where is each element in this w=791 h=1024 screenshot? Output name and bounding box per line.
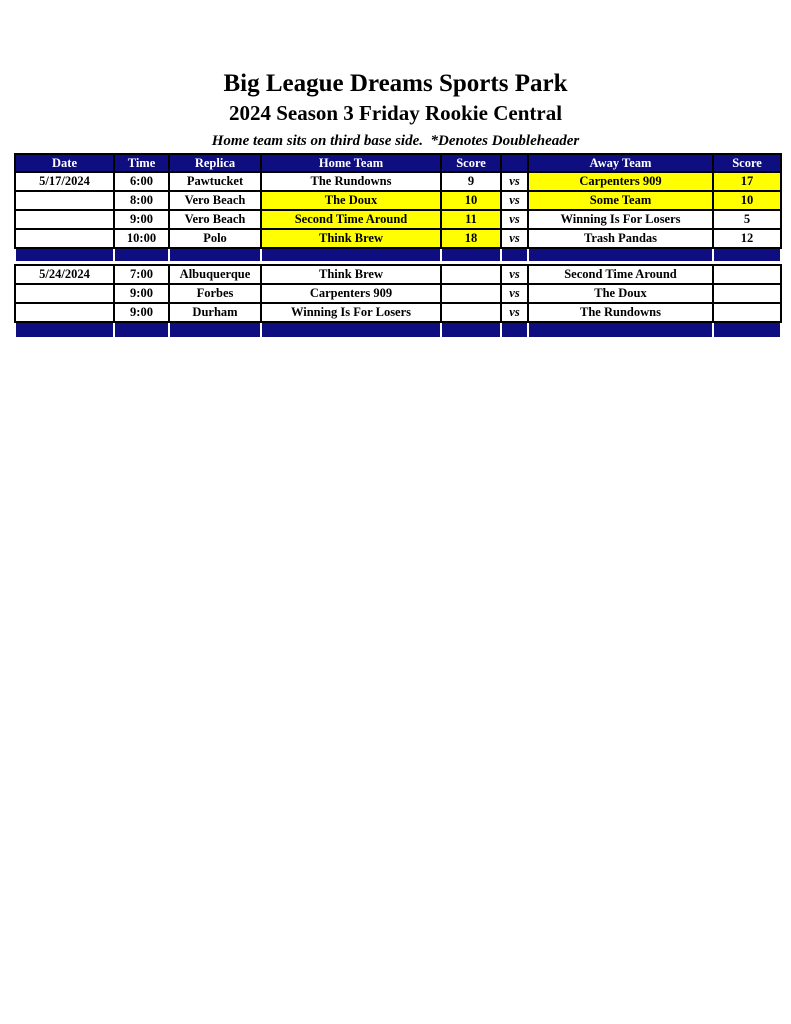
away-team-cell: The Rundowns	[528, 303, 713, 322]
date-cell	[15, 191, 114, 210]
date-cell	[15, 303, 114, 322]
schedule-table	[14, 153, 782, 337]
page-subtitle: 2024 Season 3 Friday Rookie Central	[228, 101, 563, 125]
replica-cell: Durham	[169, 303, 261, 322]
column-header-vs	[501, 154, 528, 172]
section-separator-bar	[15, 248, 781, 261]
vs-cell: vs	[501, 229, 528, 248]
vs-cell: vs	[501, 172, 528, 191]
away-score-cell: 5	[713, 210, 781, 229]
away-score-cell	[713, 284, 781, 303]
time-cell: 7:00	[114, 265, 169, 284]
date-cell	[15, 284, 114, 303]
away-team-cell: Carpenters 909	[528, 172, 713, 191]
away-team-cell: Trash Pandas	[528, 229, 713, 248]
away-team-cell: Winning Is For Losers	[528, 210, 713, 229]
away-team-cell: Second Time Around	[528, 265, 713, 284]
vs-cell: vs	[501, 303, 528, 322]
home-team-cell: Carpenters 909	[261, 284, 441, 303]
time-cell: 6:00	[114, 172, 169, 191]
home-team-cell: The Doux	[261, 191, 441, 210]
game-row	[15, 210, 781, 229]
game-row	[15, 284, 781, 303]
home-score-cell: 10	[441, 191, 501, 210]
replica-cell: Vero Beach	[169, 210, 261, 229]
column-header-date: Date	[15, 154, 114, 172]
home-team-cell: The Rundowns	[261, 172, 441, 191]
home-score-cell	[441, 284, 501, 303]
home-team-cell: Winning Is For Losers	[261, 303, 441, 322]
document-header	[0, 70, 791, 150]
time-cell: 10:00	[114, 229, 169, 248]
away-score-cell	[713, 265, 781, 284]
column-header-away-team: Away Team	[528, 154, 713, 172]
home-score-cell: 11	[441, 210, 501, 229]
time-cell: 8:00	[114, 191, 169, 210]
away-team-cell: The Doux	[528, 284, 713, 303]
time-cell: 9:00	[114, 210, 169, 229]
home-team-note: Home team sits on third base side. *Denotes Doubleheader	[211, 133, 580, 149]
home-score-cell	[441, 265, 501, 284]
home-team-cell: Think Brew	[261, 265, 441, 284]
header-row	[15, 154, 781, 172]
date-cell	[15, 210, 114, 229]
home-score-cell	[441, 303, 501, 322]
game-row	[15, 265, 781, 284]
game-row	[15, 229, 781, 248]
table-footer-bar	[15, 322, 781, 337]
column-header-time: Time	[114, 154, 169, 172]
date-cell: 5/17/2024	[15, 172, 114, 191]
replica-cell: Albuquerque	[169, 265, 261, 284]
vs-cell: vs	[501, 191, 528, 210]
away-score-cell: 12	[713, 229, 781, 248]
replica-cell: Forbes	[169, 284, 261, 303]
vs-cell: vs	[501, 265, 528, 284]
date-cell	[15, 229, 114, 248]
vs-cell: vs	[501, 284, 528, 303]
replica-cell: Pawtucket	[169, 172, 261, 191]
column-header-home-score: Score	[441, 154, 501, 172]
time-cell: 9:00	[114, 284, 169, 303]
home-score-cell: 9	[441, 172, 501, 191]
game-row	[15, 191, 781, 210]
replica-cell: Polo	[169, 229, 261, 248]
game-row	[15, 172, 781, 191]
away-score-cell: 10	[713, 191, 781, 210]
date-cell: 5/24/2024	[15, 265, 114, 284]
home-team-cell: Second Time Around	[261, 210, 441, 229]
away-score-cell	[713, 303, 781, 322]
replica-cell: Vero Beach	[169, 191, 261, 210]
away-team-cell: Some Team	[528, 191, 713, 210]
game-row	[15, 303, 781, 322]
page-title: Big League Dreams Sports Park	[223, 70, 568, 97]
column-header-home-team: Home Team	[261, 154, 441, 172]
home-team-cell: Think Brew	[261, 229, 441, 248]
column-header-replica: Replica	[169, 154, 261, 172]
vs-cell: vs	[501, 210, 528, 229]
home-score-cell: 18	[441, 229, 501, 248]
away-score-cell: 17	[713, 172, 781, 191]
time-cell: 9:00	[114, 303, 169, 322]
column-header-away-score: Score	[713, 154, 781, 172]
